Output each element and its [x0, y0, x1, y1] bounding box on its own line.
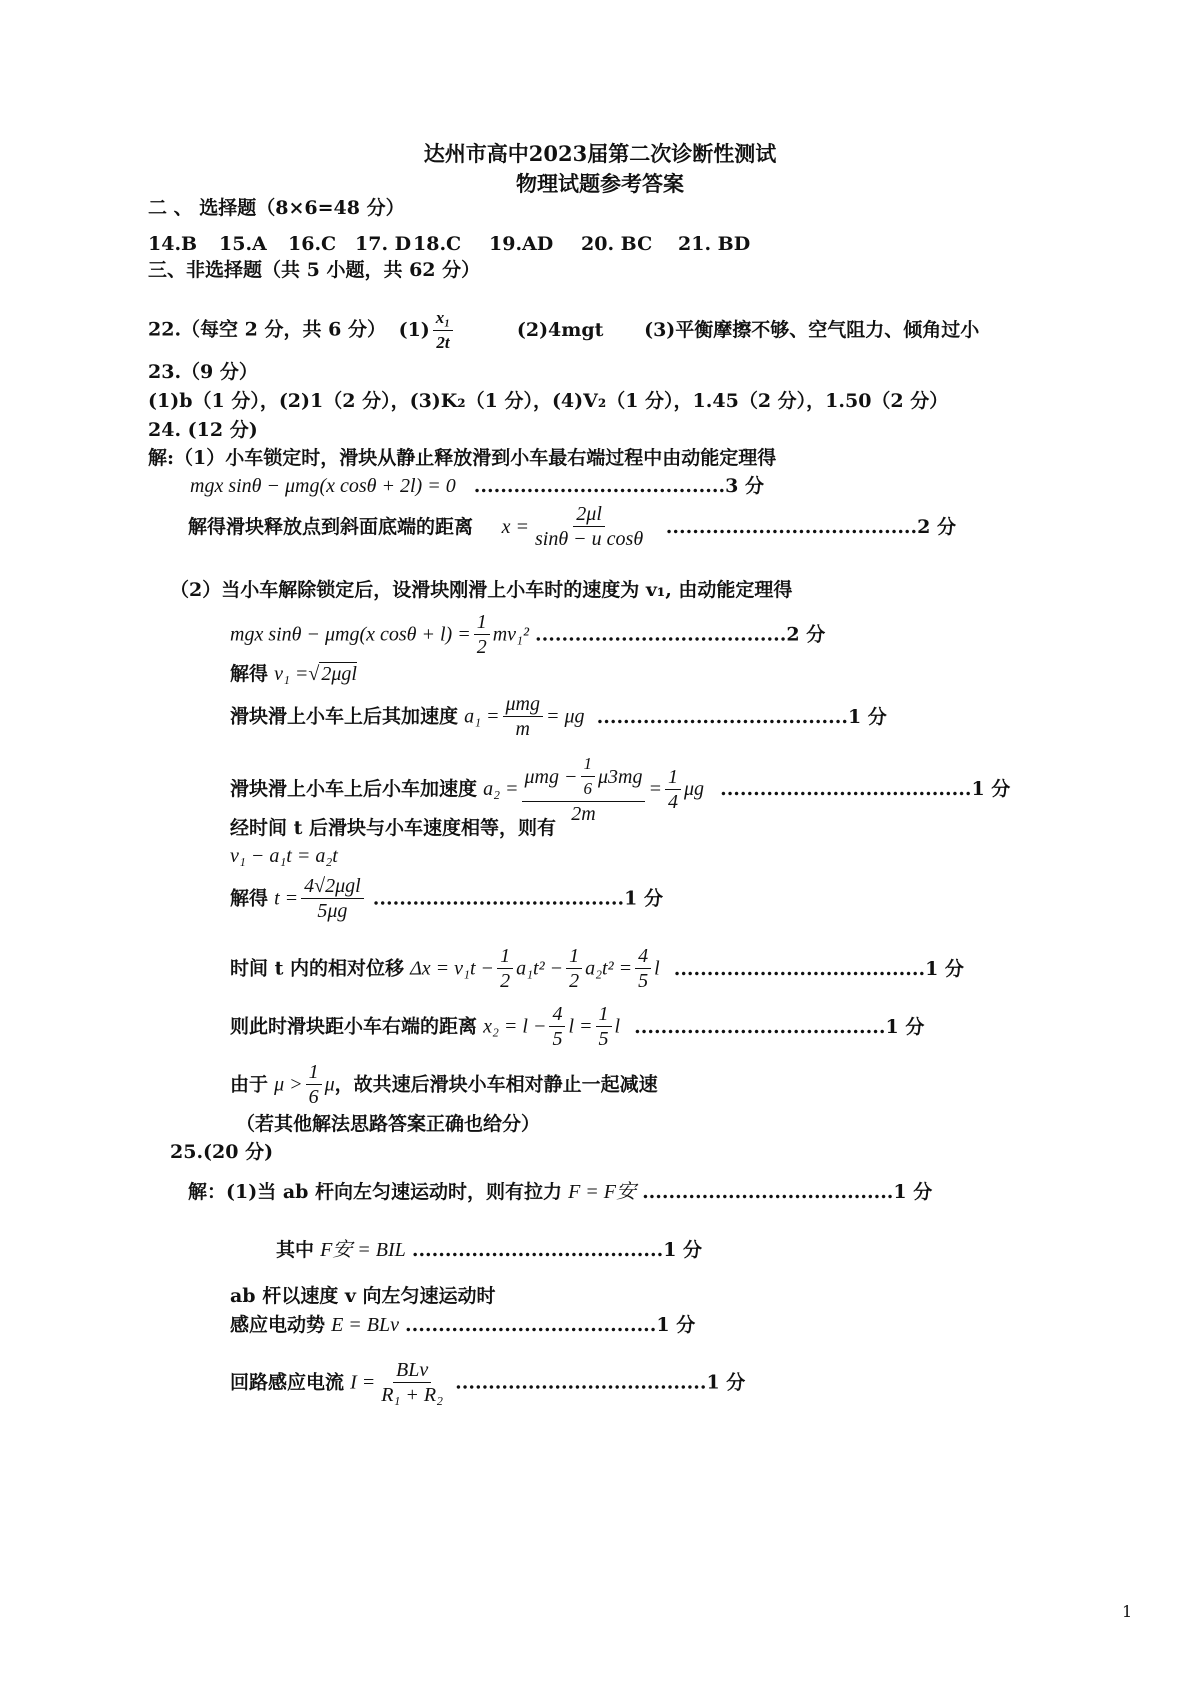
- q24-eq2-text: 解得滑块释放点到斜面底端的距离: [188, 515, 474, 538]
- q24-a1-fraction: [503, 692, 543, 741]
- q24-x2-score: ......................................1 分: [634, 1015, 925, 1038]
- q24-x2-c: l: [614, 1015, 621, 1038]
- q24-x2-a: x₂ = l −: [483, 1015, 547, 1038]
- q24-t-score: ......................................1 分: [372, 887, 663, 910]
- q24-eq2-score: ......................................2 分: [665, 515, 956, 538]
- q24-a2-rhs: μg: [683, 778, 705, 800]
- q25-emf-eq: E = BLv: [331, 1314, 399, 1336]
- answer-17: 17. D: [355, 233, 412, 255]
- q24-x2-text: 则此时滑块距小车右端的距离: [230, 1015, 478, 1038]
- q24-dx-f1-num: 1: [497, 944, 513, 969]
- q24-a2-inner-den: 6: [583, 779, 592, 798]
- q24-mu-num: 1: [306, 1060, 322, 1085]
- q22-line: [148, 306, 979, 355]
- q24-a2-lhs: a₂ =: [483, 778, 519, 800]
- q24-v1-lhs: v₁ =: [274, 663, 309, 685]
- q25-current-lhs: I =: [350, 1371, 376, 1394]
- q24-a2-den: 2m: [571, 803, 596, 825]
- q25-current-text: 回路感应电流: [230, 1371, 345, 1394]
- q24-eq1: mgx sinθ − μmg(x cosθ + 2l) = 0: [190, 475, 456, 497]
- q24-a2-num-a: μmg −: [524, 765, 578, 788]
- document-title: 达州市高中2023届第二次诊断性测试: [423, 141, 777, 166]
- q24-x2-b: l =: [568, 1015, 593, 1038]
- q25-motion-text: ab 杆以速度 v 向左匀速运动时: [230, 1285, 496, 1307]
- q25-emf-row: [230, 1313, 695, 1337]
- q24-t-num: 4√2μgl: [301, 874, 364, 899]
- q24-eq3-half: [474, 610, 490, 659]
- q24-t-text: 解得: [230, 887, 269, 910]
- q24-dx-f2: [566, 944, 582, 993]
- q24-eq2-lhs: x =: [501, 515, 530, 538]
- q24-eq3-row: [230, 610, 825, 659]
- q24-a2-fraction: [522, 752, 646, 826]
- q24-mu-text-b: ，故共速后滑块小车相对静止一起减速: [334, 1073, 658, 1096]
- q24-a1-text: 滑块滑上小车上后其加速度: [230, 705, 459, 728]
- q24-v1-text: 解得: [230, 663, 269, 685]
- q25-fan-eq: F安 = BIL: [320, 1239, 406, 1261]
- q25-current-num: BLv: [393, 1358, 431, 1383]
- q25-emf-score: ......................................1 分: [405, 1314, 696, 1336]
- document-subtitle: 物理试题参考答案: [516, 171, 684, 196]
- q24-a2-text: 滑块滑上小车上后小车加速度: [230, 778, 478, 800]
- q24-mu-a: μ >: [274, 1073, 303, 1096]
- q25-current-fraction: [378, 1358, 446, 1407]
- q22-label: 22.（每空 2 分，共 6 分）: [148, 318, 386, 341]
- answer-16: 16.C: [288, 233, 337, 255]
- q24-x2-f1: [549, 1002, 565, 1051]
- q24-eq2-row: [188, 502, 956, 551]
- q22-fraction-num: x₁: [433, 306, 453, 331]
- q24-t-fraction: [301, 874, 364, 923]
- q24-step1-intro: 解:（1）小车锁定时，滑块从静止释放滑到小车最右端过程中由动能定理得: [148, 447, 777, 469]
- q24-a1-row: [230, 692, 887, 741]
- q24-eq3-score: ......................................2 分: [535, 623, 826, 646]
- q25-current-row: [230, 1358, 745, 1407]
- q25-current-score: ......................................1 分: [455, 1371, 746, 1394]
- q24-a1-num: μmg: [503, 692, 543, 717]
- q24-a2-quarter-den: 4: [667, 790, 678, 813]
- q25-emf-text: 感应电动势: [230, 1314, 326, 1336]
- q24-a1-den: m: [515, 718, 530, 740]
- q22-fraction: [433, 306, 453, 355]
- q24-eq2-den: sinθ − u cosθ: [535, 528, 644, 550]
- q24-mu-b: μ: [324, 1073, 335, 1096]
- q24-v1-sqrt-sign: √: [308, 663, 320, 685]
- q24-mu-text-a: 由于: [230, 1073, 269, 1096]
- q24-eq3: mgx sinθ − μmg(x cosθ + l) =: [230, 623, 471, 646]
- q24-v1-sqrt: 2μgl: [321, 663, 357, 685]
- q24-v1-row: [230, 662, 357, 686]
- q24-a2-inner-num: 1: [581, 752, 596, 777]
- q22-part1: (1): [398, 318, 430, 341]
- q24-eq2-num: 2μl: [573, 502, 605, 527]
- q25-fan-text: 其中: [276, 1239, 315, 1261]
- q24-speed-equation: v₁ − a₁t = a₂t: [230, 845, 338, 867]
- q24-dx-f2-den: 2: [569, 970, 580, 992]
- q24-mu-row: [230, 1060, 658, 1109]
- answer-14: 14.B: [148, 233, 198, 255]
- q24-eq1-row: [190, 474, 764, 498]
- q24-x2-f1-den: 5: [552, 1028, 563, 1050]
- q25-force-row: [188, 1180, 932, 1204]
- q24-x2-f2-den: 5: [598, 1028, 609, 1050]
- q25-force-eq: F = F安: [568, 1181, 637, 1203]
- q24-a2-row: [230, 752, 1010, 826]
- q23-answer: (1)b（1 分），(2)1（2 分），(3)K₂（1 分），(4)V₂（1 分），1.45（2 分），1.50（2 分）: [148, 390, 949, 412]
- q24-mu-den: 6: [308, 1086, 319, 1108]
- q24-dx-f3-num: 4: [635, 944, 651, 969]
- q24-x2-f1-num: 4: [549, 1002, 565, 1027]
- q22-part2: (2)4mgt: [516, 318, 604, 341]
- q23-label: 23.（9 分）: [148, 361, 258, 383]
- q24-dx-f1: [497, 944, 513, 993]
- q24-a1-lhs: a₁ =: [464, 705, 500, 728]
- section-2-heading: 二 、 选择题（8×6=48 分）: [148, 197, 405, 219]
- q24-t-den: 5μg: [317, 900, 348, 922]
- q24-equal-speed: 经时间 t 后滑块与小车速度相等，则有: [230, 817, 557, 839]
- q25-force-score: ......................................1 分: [642, 1181, 933, 1203]
- answer-21: 21. BD: [678, 233, 751, 255]
- q22-fraction-den: 2t: [436, 333, 450, 352]
- q24-a2-score: ......................................1 分: [720, 778, 1011, 800]
- q24-eq3-half-num: 1: [474, 610, 490, 635]
- page-number: 1: [1122, 1602, 1133, 1621]
- q24-t-row: [230, 874, 663, 923]
- q24-a2-eq: =: [648, 778, 662, 800]
- q24-eq3-rhs: mv₁²: [492, 623, 529, 646]
- q24-eq1-score: ......................................3 分: [473, 475, 764, 497]
- q24-a2-quarter: [665, 765, 681, 814]
- q24-label: 24. (12 分): [148, 419, 258, 441]
- q24-eq3-half-den: 2: [476, 636, 487, 658]
- answer-20: 20. BC: [581, 233, 653, 255]
- q25-fan-row: [276, 1238, 702, 1262]
- q24-dx-f2-num: 1: [566, 944, 582, 969]
- q24-dx-row: [230, 944, 964, 993]
- q24-eq2-fraction: [532, 502, 646, 551]
- q25-current-den: R₁ + R₂: [381, 1384, 444, 1406]
- q24-x2-f2-num: 1: [596, 1002, 612, 1027]
- q24-dx-text: 时间 t 内的相对位移: [230, 957, 405, 980]
- q24-x2-f2: [596, 1002, 612, 1051]
- q24-a1-rhs: = μg: [546, 705, 585, 728]
- q25-force-text: 解：(1)当 ab 杆向左匀速运动时，则有拉力: [188, 1181, 563, 1203]
- q24-dx-b: a₁t² −: [516, 957, 564, 980]
- answer-15: 15.A: [219, 233, 267, 255]
- q24-dx-c: a₂t² =: [585, 957, 633, 980]
- q24-t-lhs: t =: [274, 887, 299, 910]
- q24-step2-intro: （2）当小车解除锁定后，设滑块刚滑上小车时的速度为 v₁, 由动能定理得: [170, 579, 793, 601]
- q24-dx-score: ......................................1 分: [673, 957, 964, 980]
- q24-note: （若其他解法思路答案正确也给分）: [236, 1113, 541, 1135]
- q24-dx-f3-den: 5: [638, 970, 649, 992]
- q25-fan-score: ......................................1 分: [411, 1239, 703, 1261]
- q24-a2-num: [522, 752, 646, 802]
- q24-dx-a: Δx = v₁t −: [410, 957, 495, 980]
- q24-mu-fraction: [306, 1060, 322, 1109]
- q24-dx-d: l: [654, 957, 660, 980]
- q25-label: 25.(20 分): [170, 1141, 274, 1163]
- answer-19: 19.AD: [489, 233, 554, 255]
- q24-a2-inner-fraction: [581, 752, 596, 801]
- q24-a2-num-b: μ3mg: [598, 765, 643, 788]
- q24-x2-row: [230, 1002, 924, 1051]
- q24-a1-score: ......................................1 分: [596, 705, 887, 728]
- q22-part3: (3)平衡摩擦不够、空气阻力、倾角过小: [644, 318, 980, 341]
- answer-18: 18.C: [413, 233, 462, 255]
- q24-dx-f3: [635, 944, 651, 993]
- q24-dx-f1-den: 2: [500, 970, 511, 992]
- q24-a2-quarter-num: 1: [665, 765, 681, 790]
- section-3-heading: 三、非选择题（共 5 小题，共 62 分）: [148, 259, 481, 281]
